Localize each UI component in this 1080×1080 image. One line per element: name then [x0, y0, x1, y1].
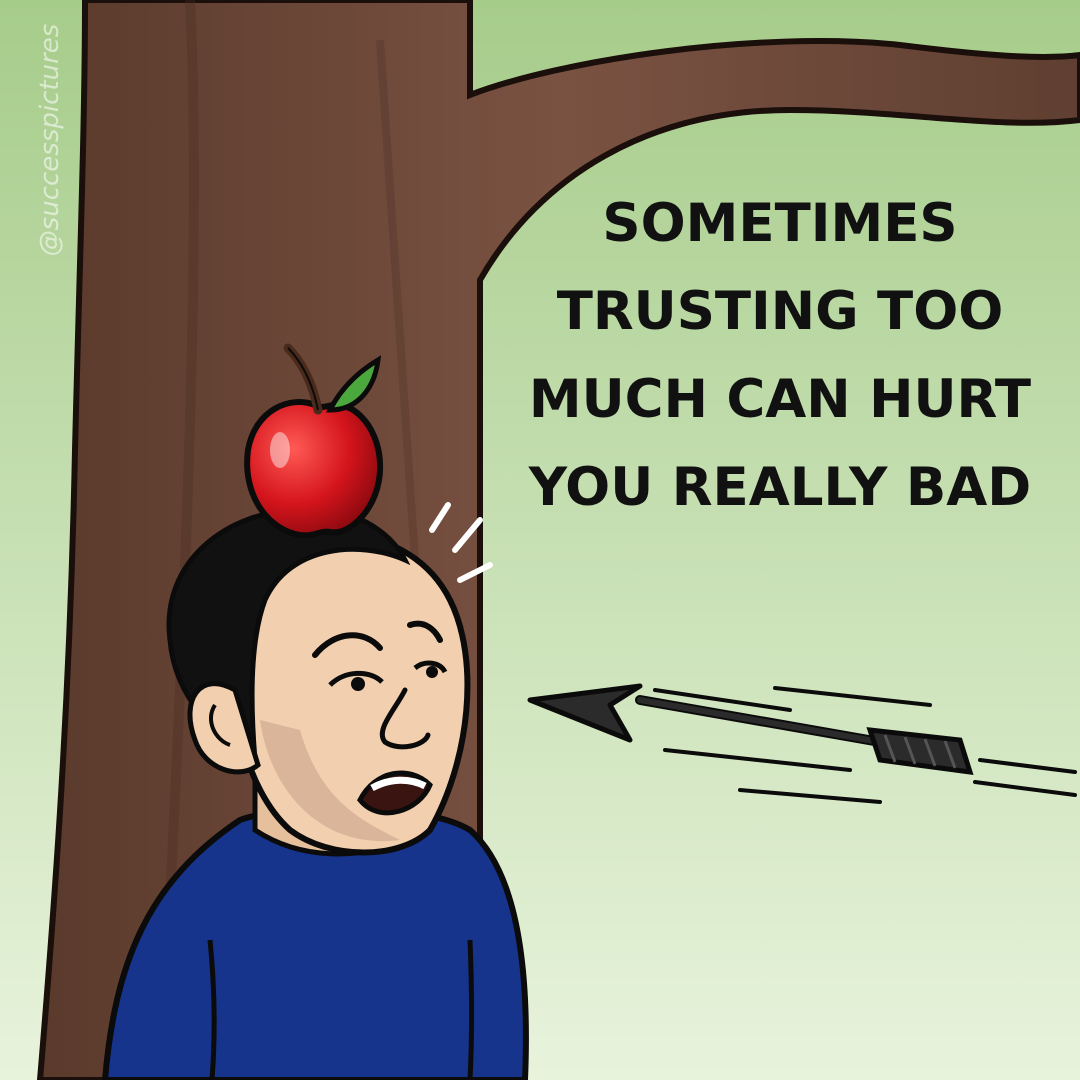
caption-line: SOMETIMES [602, 193, 958, 254]
watermark: @successpictures [35, 23, 65, 257]
caption [500, 180, 1060, 532]
caption-line: TRUSTING TOO [556, 281, 1004, 342]
caption-line: YOU REALLY BAD [528, 457, 1032, 518]
caption-line: MUCH CAN HURT [528, 369, 1032, 430]
